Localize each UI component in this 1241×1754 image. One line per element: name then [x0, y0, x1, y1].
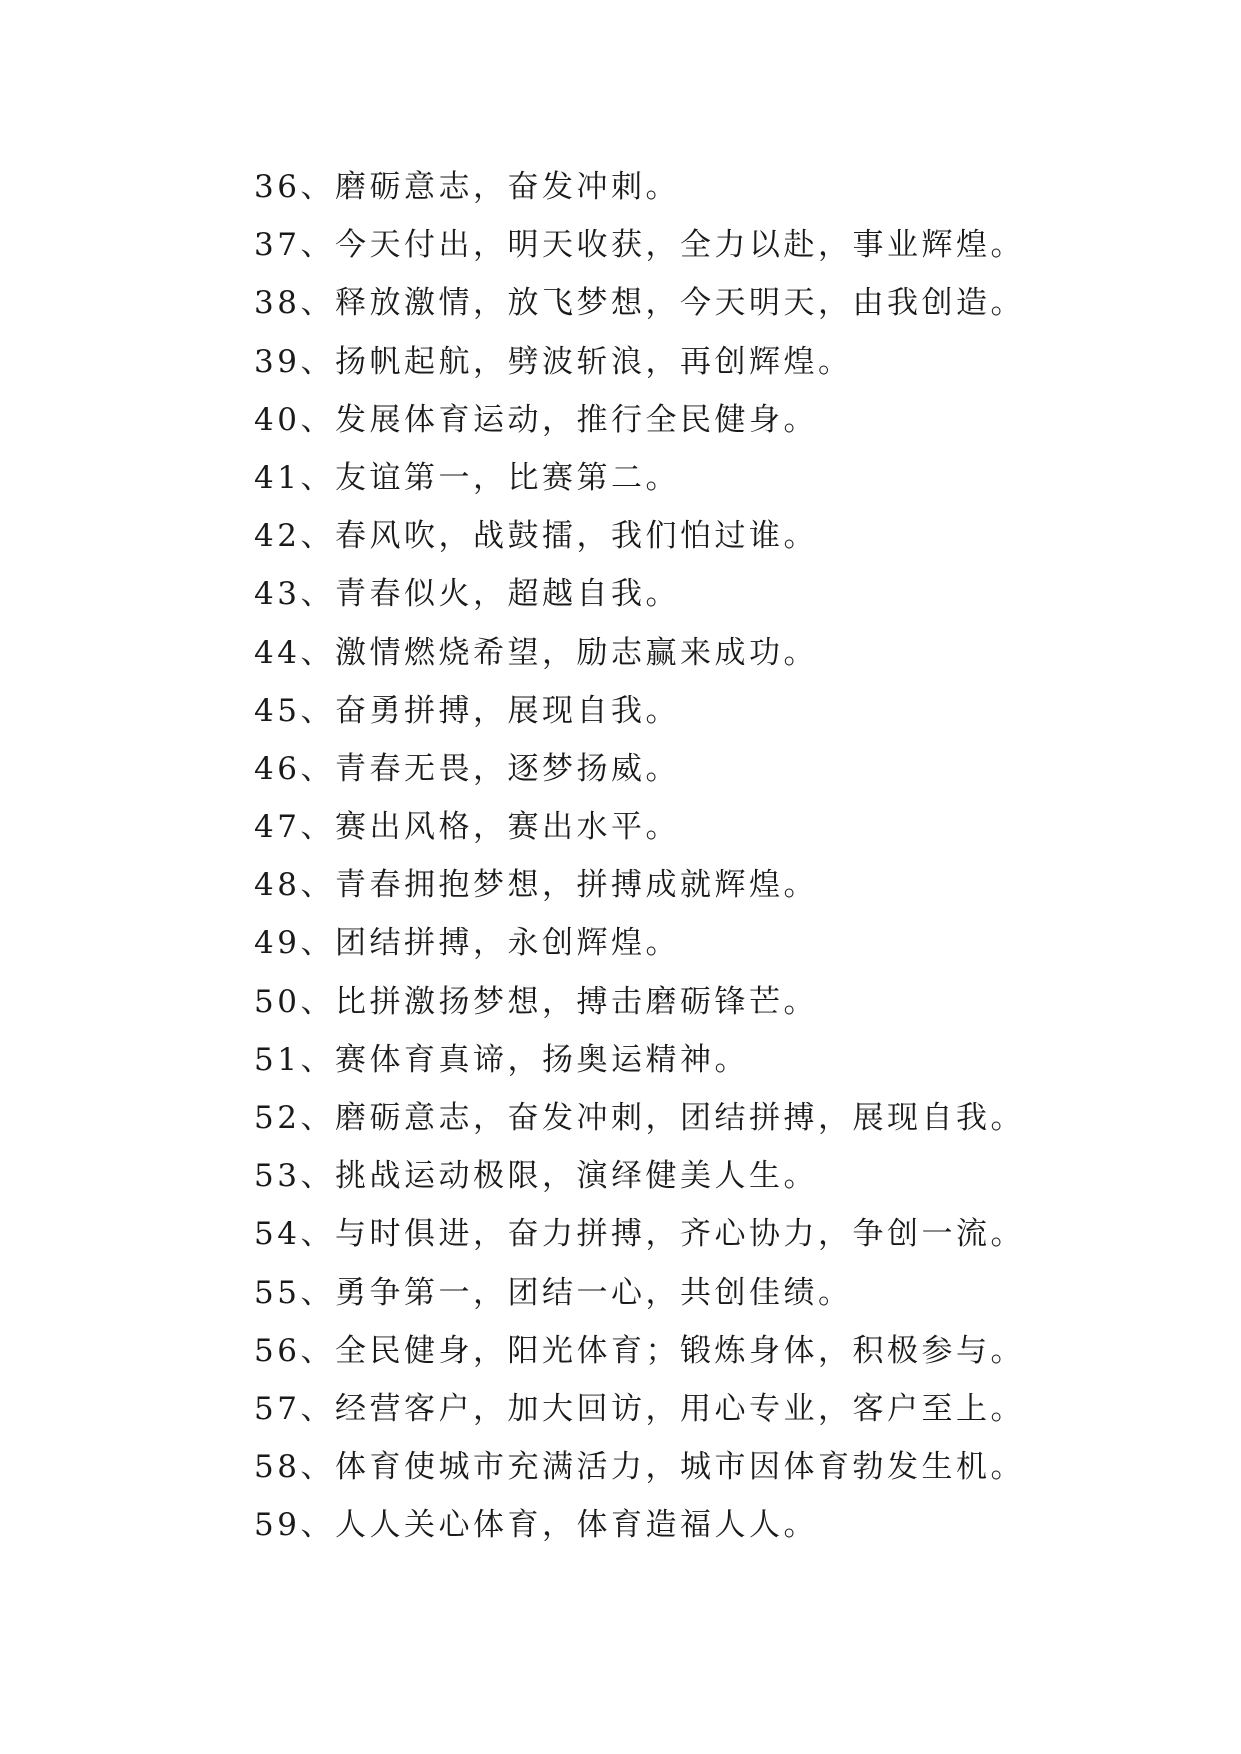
slogan-line: 58、体育使城市充满活力，城市因体育勃发生机。 [254, 1449, 1025, 1486]
slogan-line: 42、春风吹，战鼓擂，我们怕过谁。 [254, 518, 818, 555]
slogan-line: 59、人人关心体育，体育造福人人。 [254, 1507, 818, 1544]
slogan-line: 47、赛出风格，赛出水平。 [254, 809, 680, 846]
slogan-line: 40、发展体育运动，推行全民健身。 [254, 401, 818, 438]
slogan-line: 37、今天付出，明天收获，全力以赴，事业辉煌。 [254, 227, 1025, 264]
slogan-line: 41、友谊第一，比赛第二。 [254, 459, 680, 496]
slogan-line: 51、赛体育真谛，扬奥运精神。 [254, 1041, 749, 1078]
slogan-line: 45、奋勇拼搏，展现自我。 [254, 692, 680, 729]
slogan-line: 54、与时俱进，奋力拼搏，齐心协力，争创一流。 [254, 1216, 1025, 1253]
slogan-line: 43、青春似火，超越自我。 [254, 576, 680, 613]
slogan-line: 39、扬帆起航，劈波斩浪，再创辉煌。 [254, 343, 853, 380]
slogan-line: 57、经营客户，加大回访，用心专业，客户至上。 [254, 1390, 1025, 1427]
slogan-line: 46、青春无畏，逐梦扬威。 [254, 750, 680, 787]
slogan-list [254, 158, 1025, 1555]
slogan-line: 36、磨砺意志，奋发冲刺。 [254, 169, 680, 205]
slogan-line: 38、释放激情，放飞梦想，今天明天，由我创造。 [254, 285, 1025, 322]
slogan-line: 56、全民健身，阳光体育；锻炼身体，积极参与。 [254, 1332, 1025, 1369]
slogan-line: 55、勇争第一，团结一心，共创佳绩。 [254, 1274, 853, 1311]
slogan-line: 49、团结拼搏，永创辉煌。 [254, 925, 680, 962]
slogan-line: 48、青春拥抱梦想，拼搏成就辉煌。 [254, 867, 818, 904]
slogan-line: 53、挑战运动极限，演绎健美人生。 [254, 1158, 818, 1195]
slogan-line: 50、比拼激扬梦想，搏击磨砺锋芒。 [254, 983, 818, 1020]
slogan-line: 44、激情燃烧希望，励志赢来成功。 [254, 634, 818, 671]
slogan-line: 52、磨砺意志，奋发冲刺，团结拼搏，展现自我。 [254, 1100, 1025, 1136]
